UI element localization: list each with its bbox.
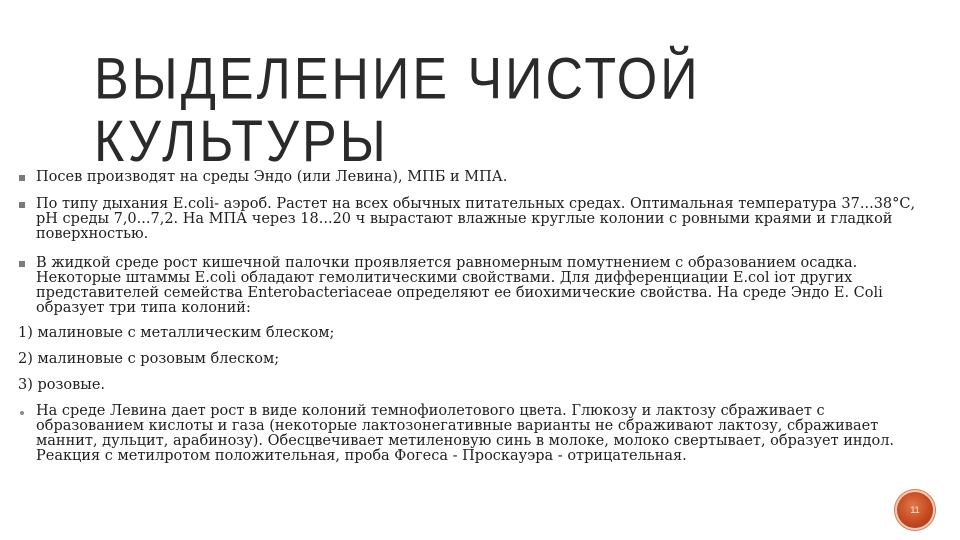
paragraph-text: На среде Левина дает рост в виде колоний темнофиолетового цвета. Глюкозу и лактозу сбраживает с образованием кислоты и газа (некоторые лактозонегативные варианты не сбраживают лактозу, сбраживает маннит, дульцит, арабинозу). Обесцвечивает метиленовую синь в молоке, молоко свертывает, образует индол. Реакция с метилротом положительная, проба Фогеса - Проскауэра - отрицательная. — [36, 403, 895, 464]
paragraph-text: По типу дыхания E.coli- аэроб. Растет на всех обычных питательных средах. Оптимальная температура 37...38°С, рН среды 7,0...7,2. На МПА через 18...20 ч вырастают влажные круглые колонии с ровными краями и гладкой поверхностью. — [36, 196, 916, 242]
square-bullet-icon — [19, 261, 25, 267]
square-bullet-icon — [19, 175, 25, 181]
numbered-item: 3) розовые. — [18, 377, 106, 393]
page-number-badge: 11 — [897, 492, 933, 528]
paragraph-text: Посев производят на среды Эндо (или Левина), МПБ и МПА. — [36, 169, 508, 185]
bullet-paragraph — [18, 404, 936, 464]
numbered-item: 2) малиновые с розовым блеском; — [18, 351, 280, 367]
bullet-paragraph — [18, 256, 936, 316]
slide-title: ВЫДЕЛЕНИЕ ЧИСТОЙ КУЛЬТУРЫ — [94, 46, 701, 175]
bullet-paragraph — [18, 170, 936, 185]
bullet-paragraph — [18, 197, 936, 242]
slide-body — [18, 168, 936, 464]
numbered-item: 1) малиновые с металлическим блеском; — [18, 325, 335, 341]
dot-bullet-icon — [20, 411, 24, 415]
square-bullet-icon — [19, 202, 25, 208]
paragraph-text: В жидкой среде рост кишечной палочки проявляется равномерным помутнением с образованием осадка. Некоторые штаммы E.coli обладают гемолитическими свойствами. Для дифференциации E.col iот других представителей семейства Enterobacteriaceae определяют ее биохимические свойства. На среде Эндо Е. Coli образует три типа колоний: — [36, 255, 883, 316]
